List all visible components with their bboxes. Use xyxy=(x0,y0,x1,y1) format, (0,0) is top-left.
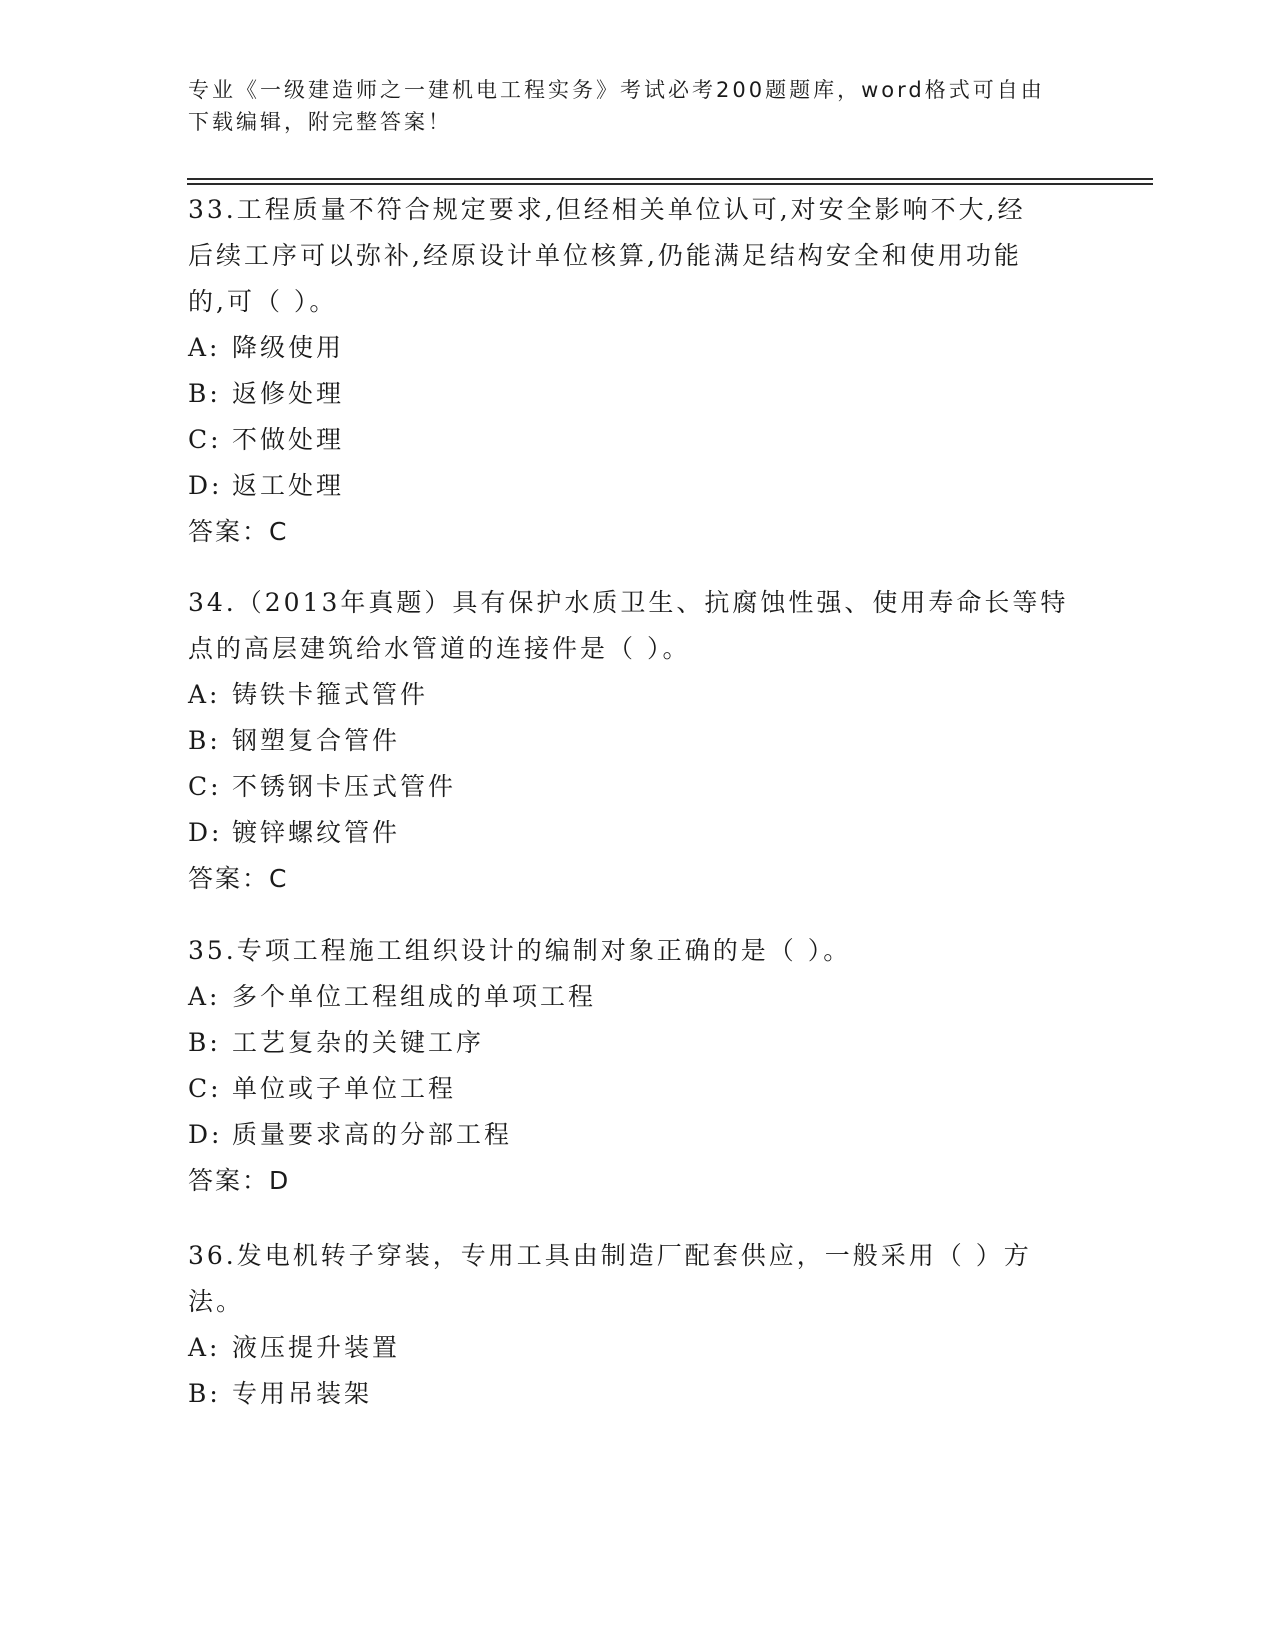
option-text: 返修处理 xyxy=(232,379,345,408)
option-text: 返工处理 xyxy=(232,471,345,500)
option-d xyxy=(188,463,1088,509)
option-key: A: xyxy=(188,333,221,362)
option-key: D: xyxy=(188,1120,223,1149)
document-header xyxy=(188,74,1078,138)
option-c xyxy=(188,417,1088,463)
question-33 xyxy=(188,187,1088,555)
option-key: B: xyxy=(188,379,221,408)
option-a xyxy=(188,974,1088,1020)
option-b xyxy=(188,1371,1088,1417)
option-text: 多个单位工程组成的单项工程 xyxy=(232,982,597,1011)
question-stem-line: 点的高层建筑给水管道的连接件是（ ）。 xyxy=(188,634,691,663)
option-d xyxy=(188,810,1088,856)
question-stem-line: 33.工程质量不符合规定要求,但经相关单位认可,对安全影响不大,经 xyxy=(188,195,1026,224)
option-c xyxy=(188,764,1088,810)
option-text: 工艺复杂的关键工序 xyxy=(232,1028,485,1057)
question-stem-line: 34.（2013年真题）具有保护水质卫生、抗腐蚀性强、使用寿命长等特 xyxy=(188,588,1069,617)
header-line-1: 专业《一级建造师之一建机电工程实务》考试必考200题题库，word格式可自由 xyxy=(188,78,1045,102)
option-key: D: xyxy=(188,471,223,500)
option-key: C: xyxy=(188,425,222,454)
option-key: C: xyxy=(188,1074,222,1103)
option-key: A: xyxy=(188,680,221,709)
option-text: 钢塑复合管件 xyxy=(232,726,401,755)
option-b xyxy=(188,1020,1088,1066)
option-d xyxy=(188,1112,1088,1158)
option-b xyxy=(188,371,1088,417)
question-stem-line: 的,可（ ）。 xyxy=(188,287,338,316)
option-text: 镀锌螺纹管件 xyxy=(232,818,401,847)
question-stem-line: 36.发电机转子穿装，专用工具由制造厂配套供应，一般采用（ ）方 xyxy=(188,1241,1032,1270)
option-text: 不做处理 xyxy=(232,425,345,454)
option-a xyxy=(188,325,1088,371)
option-text: 专用吊装架 xyxy=(232,1379,373,1408)
option-text: 单位或子单位工程 xyxy=(232,1074,457,1103)
option-key: A: xyxy=(188,1333,221,1362)
header-divider-top xyxy=(187,178,1153,180)
option-key: B: xyxy=(188,1028,221,1057)
option-text: 铸铁卡箍式管件 xyxy=(232,680,429,709)
question-34 xyxy=(188,580,1088,902)
option-a xyxy=(188,672,1088,718)
question-stem-line: 后续工序可以弥补,经原设计单位核算,仍能满足结构安全和使用功能 xyxy=(188,241,1022,270)
answer-line: 答案：C xyxy=(188,864,289,893)
option-key: B: xyxy=(188,1379,221,1408)
option-key: B: xyxy=(188,726,221,755)
option-text: 不锈钢卡压式管件 xyxy=(232,772,457,801)
question-stem-line: 法。 xyxy=(188,1287,245,1316)
question-36 xyxy=(188,1233,1088,1417)
option-a xyxy=(188,1325,1088,1371)
option-key: C: xyxy=(188,772,222,801)
option-key: A: xyxy=(188,982,221,1011)
answer-line: 答案：C xyxy=(188,517,289,546)
option-text: 质量要求高的分部工程 xyxy=(232,1120,513,1149)
answer-line: 答案：D xyxy=(188,1166,291,1195)
question-stem-line: 35.专项工程施工组织设计的编制对象正确的是（ ）。 xyxy=(188,936,852,965)
option-b xyxy=(188,718,1088,764)
option-key: D: xyxy=(188,818,223,847)
question-35 xyxy=(188,928,1088,1204)
option-text: 液压提升装置 xyxy=(232,1333,401,1362)
option-c xyxy=(188,1066,1088,1112)
option-text: 降级使用 xyxy=(232,333,345,362)
header-divider-bottom xyxy=(187,183,1153,185)
header-line-2: 下载编辑，附完整答案！ xyxy=(188,110,452,134)
